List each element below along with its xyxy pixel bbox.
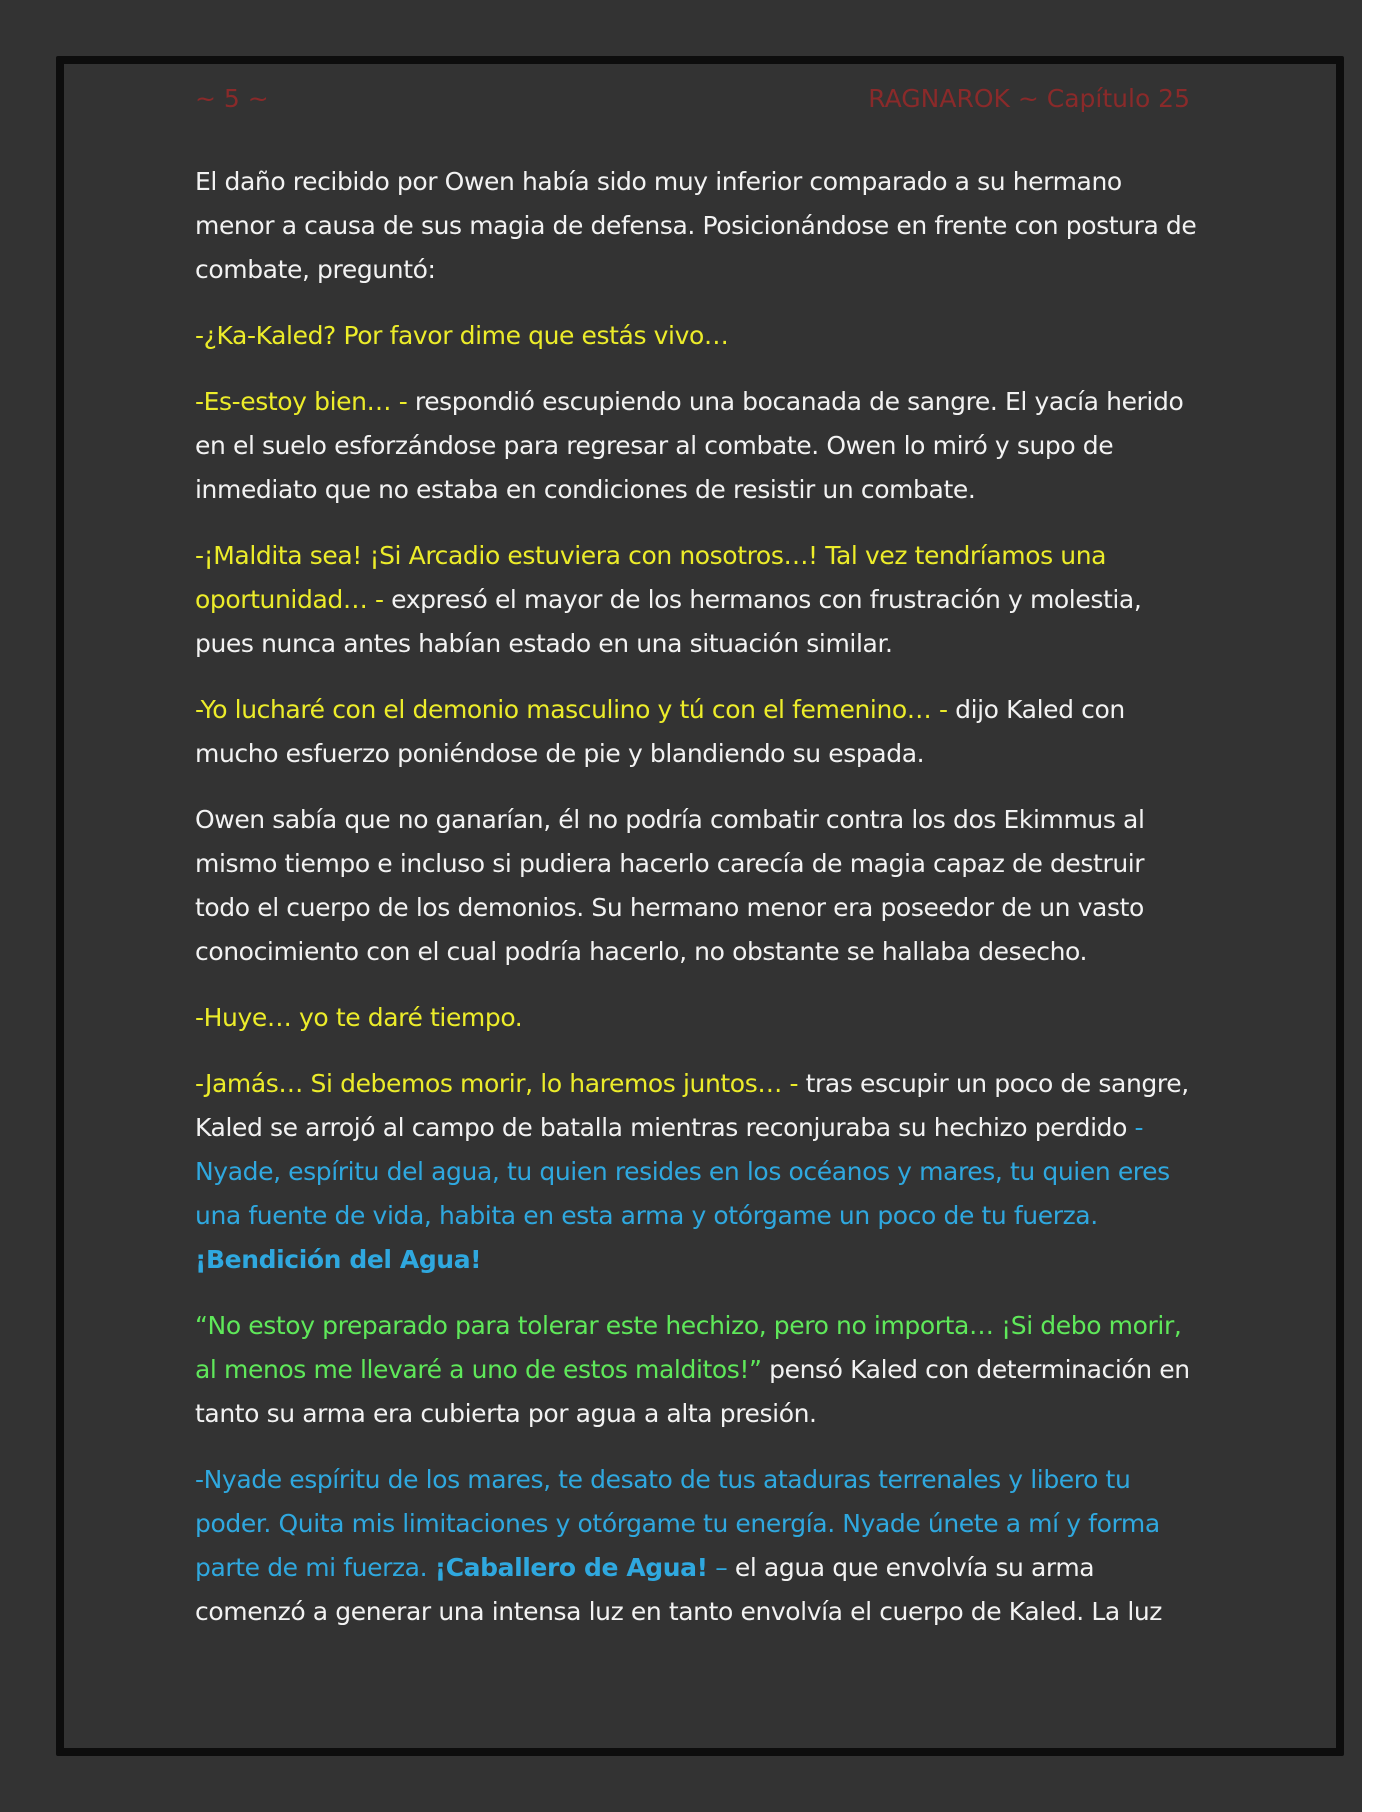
paragraph [195, 996, 1200, 1040]
paragraph [195, 1062, 1200, 1282]
spell-incantation: - Nyade, espíritu del agua, tu quien resides en los océanos y mares, tu quien eres una fuente de vida, habita en esta arma y otórgame un poco de tu fuerza. [195, 1113, 1170, 1230]
paragraph [195, 1458, 1200, 1634]
narration: expresó el mayor de los hermanos con frustración y molestia, pues nunca antes habían estado en una situación similar. [195, 585, 1142, 658]
narration: el agua que envolvía su arma comenzó a generar una intensa luz en tanto envolvía el cuerpo de Kaled. La luz [195, 1553, 1163, 1626]
narration: respondió escupiendo una bocanada de sangre. El yacía herido en el suelo esforzándose para regresar al combate. Owen lo miró y supo de inmediato que no estaba en condiciones de resistir un combate. [195, 387, 1184, 504]
dialogue: -Huye… yo te daré tiempo. [195, 1003, 523, 1032]
paragraph [195, 798, 1200, 974]
dialogue: -¡Maldita sea! ¡Si Arcadio estuviera con nosotros…! Tal vez tendríamos una oportunidad… - [195, 541, 1107, 614]
narration: Owen sabía que no ganarían, él no podría combatir contra los dos Ekimmus al mismo tiempo e incluso si pudiera hacerlo carecía de magia capaz de destruir todo el cuerpo de los demonios. Su hermano menor era poseedor de un vasto conocimiento con el cual podría hacerlo, no obstante se hallaba desecho. [195, 805, 1145, 966]
narration: dijo Kaled con mucho esfuerzo poniéndose de pie y blandiendo su espada. [195, 695, 1125, 768]
spell-incantation: – [707, 1553, 728, 1582]
dialogue: -Es-estoy bien… - [195, 387, 408, 416]
chapter-title: RAGNAROK ~ Capítulo 25 [868, 84, 1190, 113]
paragraph [195, 688, 1200, 776]
paragraph [195, 534, 1200, 666]
dialogue: -Yo lucharé con el demonio masculino y tú con el femenino… - [195, 695, 948, 724]
narration: El daño recibido por Owen había sido muy inferior comparado a su hermano menor a causa de sus magia de defensa. Posicionándose en frente con postura de combate, preguntó: [195, 167, 1197, 284]
spell-name: ¡Caballero de Agua! [434, 1553, 708, 1582]
narration: tras escupir un poco de sangre, Kaled se arrojó al campo de batalla mientras reconjuraba su hechizo perdido [195, 1069, 1189, 1142]
spell-name: ¡Bendición del Agua! [195, 1245, 482, 1274]
thought: “No estoy preparado para tolerar este hechizo, pero no importa… ¡Si debo morir, al menos me llevaré a uno de estos malditos!” [195, 1311, 1182, 1384]
paragraph [195, 160, 1200, 292]
paragraph [195, 314, 1200, 358]
spell-incantation: -Nyade espíritu de los mares, te desato de tus ataduras terrenales y libero tu poder. Quita mis limitaciones y otórgame tu energía. Nyade únete a mí y forma parte de mi fuerza. [195, 1465, 1160, 1582]
page-number: ~ 5 ~ [195, 84, 269, 113]
dialogue: -¿Ka-Kaled? Por favor dime que estás vivo… [195, 321, 729, 350]
paragraph [195, 1304, 1200, 1436]
page-header [195, 84, 1190, 120]
dialogue: -Jamás… Si debemos morir, lo haremos juntos… - [195, 1069, 799, 1098]
paragraph [195, 380, 1200, 512]
story-text [195, 160, 1200, 1656]
narration: pensó Kaled con determinación en tanto su arma era cubierta por agua a alta presión. [195, 1355, 1190, 1428]
